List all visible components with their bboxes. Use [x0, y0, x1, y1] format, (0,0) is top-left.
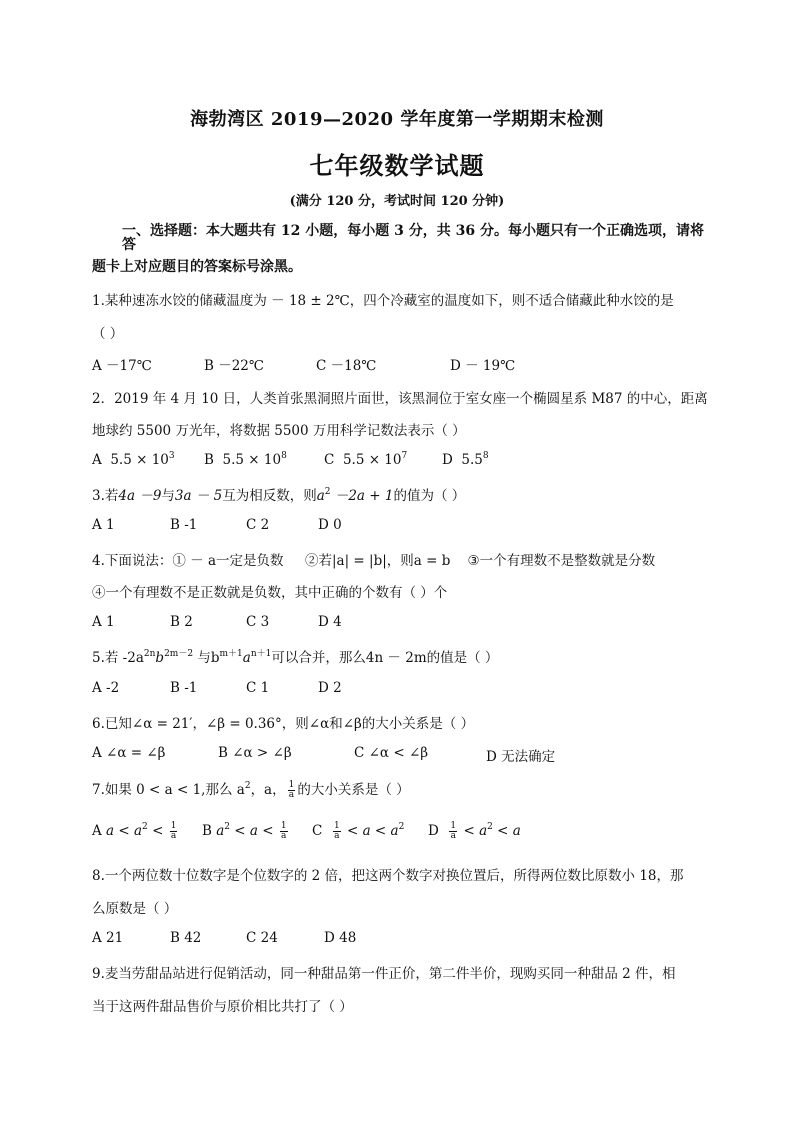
- q7-option-c: C $\frac{1}{a}$ < $a < a^2$: [312, 821, 405, 841]
- q4-line2: ④一个有理数不是正数就是负数，其中正确的个数有（ ）个: [92, 585, 448, 601]
- q1-option-c: C －18℃: [316, 358, 377, 374]
- q1-option-b: B －22℃: [204, 358, 264, 374]
- q5-option-d: D 2: [318, 680, 342, 696]
- q4-option-c: C 3: [246, 614, 270, 630]
- q8-option-a: A 21: [92, 930, 124, 946]
- q8-line1: 8.一个两位数十位数字是个位数字的 2 倍，把这两个数字对换位置后，所得两位数比原数小 18，那: [92, 868, 684, 884]
- q3-option-a: A 1: [92, 517, 115, 533]
- section-instructions-line2: 题卡上对应题目的答案标号涂黑。: [92, 259, 302, 275]
- exam-title: 海勃湾区 2019—2020 学年度第一学期期末检测: [190, 109, 604, 130]
- q8-option-b: B 42: [170, 930, 202, 946]
- q7-fraction: $\frac{1}{a}$: [288, 780, 295, 800]
- q2-option-c: C $5.5 \times 10^7$: [324, 451, 408, 468]
- q8-option-c: C 24: [246, 930, 278, 946]
- q2-line1: 2．2019 年 4 月 10 日，人类首张黑洞照片面世，该黑洞位于室女座一个椭圆星系 M87 的中心，距离: [92, 391, 708, 407]
- q4-line1: 4.下面说法：① － a一定是负数 ②若|a| = |b|，则a = b ③一个有理数不是整数就是分数: [92, 553, 656, 569]
- q7-option-d: D $\frac{1}{a}$ < $a^2 < a$: [428, 821, 521, 841]
- q4-option-a: A 1: [92, 614, 115, 630]
- q5-option-c: C 1: [246, 680, 270, 696]
- exam-subject-title: 七年级数学试题: [309, 151, 485, 180]
- q1-line2: （ ）: [92, 326, 124, 342]
- q3-option-c: C 2: [246, 517, 270, 533]
- exam-info: (满分 120 分，考试时间 120 分钟): [289, 194, 505, 209]
- q9-line2: 当于这两件甜品售价与原价相比共打了（ ）: [92, 999, 353, 1015]
- q2-option-b: B $5.5 \times 10^8$: [204, 451, 287, 468]
- q6-line: 6.已知∠α = 21′，∠β = 0.36°，则∠α和∠β的大小关系是（ ）: [92, 716, 475, 732]
- q6-option-a: A ∠α = ∠β: [92, 745, 166, 761]
- q1-option-a: A －17℃: [92, 358, 152, 374]
- q5-option-a: A -2: [92, 680, 120, 696]
- q3-line: 3.若4a －9与3a － 5互为相反数，则$a^2 -2a + 1$的值为（ ）: [92, 487, 466, 504]
- q6-option-b: B ∠α > ∠β: [218, 745, 292, 761]
- q7-option-a: A $a < a^2$ < $\frac{1}{a}$: [92, 821, 177, 841]
- q6-option-c: C ∠α < ∠β: [354, 745, 429, 761]
- section-instructions-line1: 一、选择题：本大题共有 12 小题，每小题 3 分，共 36 分。每小题只有一个正确选项，请将答: [122, 223, 704, 253]
- q9-line1: 9.麦当劳甜品站进行促销活动，同一种甜品第一件正价，第二件半价，现购买同一种甜品 2 件，相: [92, 966, 676, 982]
- q2-option-d: D $5.5^8$: [442, 451, 489, 468]
- q7-line: 7.如果 0 < a < 1,那么 $a^2$，a， $\frac{1}{a}$ 的大小关系是（ ）: [92, 780, 410, 800]
- q2-line2: 地球约 5500 万光年，将数据 5500 万用科学记数法表示（ ）: [92, 423, 466, 439]
- q4-option-d: D 4: [318, 614, 342, 630]
- q8-option-d: D 48: [324, 930, 357, 946]
- q5-line: 5.若 $-2a^{2n}b^{2m-2}$ 与$b^{m+1}a^{n+1}$可以合并，那么4n － 2m的值是（ ）: [92, 649, 499, 666]
- q1-option-d: D － 19℃: [450, 358, 516, 374]
- q5-option-b: B -1: [170, 680, 198, 696]
- q7-option-b: B $a^2 < a$ < $\frac{1}{a}$: [202, 821, 287, 841]
- q1-line1: 1.某种速冻水饺的储藏温度为 － 18 ± 2℃，四个冷藏室的温度如下，则不适合储藏此种水饺的是: [92, 293, 674, 309]
- q6-option-d: D 无法确定: [486, 749, 556, 765]
- q2-option-a: A $5.5 \times 10^3$: [92, 451, 175, 468]
- q4-option-b: B 2: [170, 614, 193, 630]
- q8-line2: 么原数是（ ）: [92, 901, 178, 917]
- q3-option-d: D 0: [318, 517, 342, 533]
- q3-option-b: B -1: [170, 517, 198, 533]
